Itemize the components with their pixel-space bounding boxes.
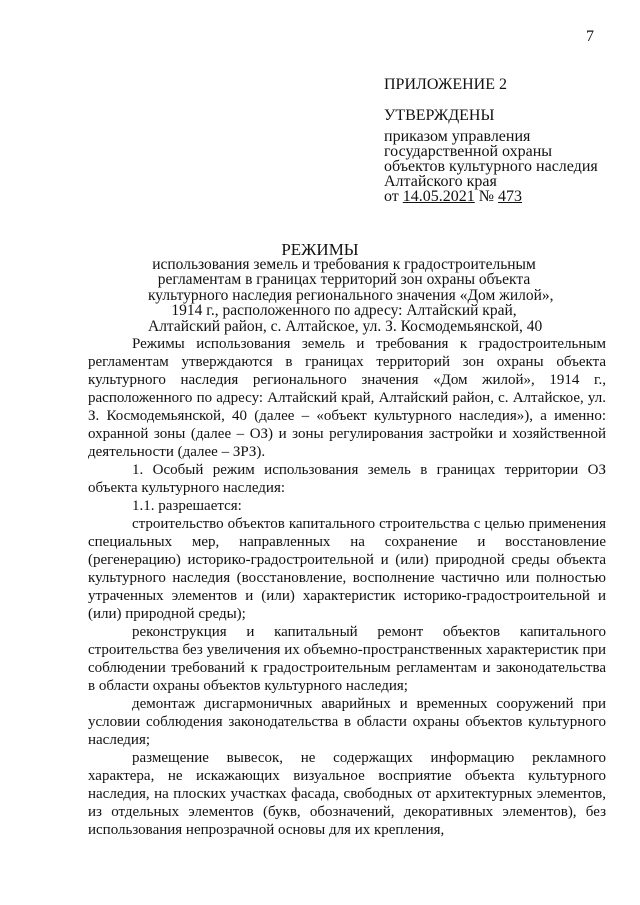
body-paragraph: 1.1. разрешается: [132, 498, 242, 514]
subtitle-line: 1914 г., расположенного по адресу: Алтайский край, [171, 302, 517, 320]
approval-block [384, 108, 598, 204]
body-paragraph: размещение вывесок, не содержащих информацию рекламного характера, не искажающих визуальное восприятие объекта культурного наследия, на плоских участках фасада, свободных от архитектурных элементов, из отдельных элементов (букв, обозначений, декоративных элементов), без использования непрозрачной основы для их крепления, [88, 750, 606, 838]
body-paragraph: реконструкция и капитальный ремонт объектов капитального строительства без увеличения их объемно-пространственных характеристик при соблюдении требований к градостроительным регламентам и законодательства в области охраны объектов культурного наследия; [88, 624, 606, 694]
approval-heading: УТВЕРЖДЕНЫ [384, 107, 495, 124]
approval-line: государственной охраны [384, 143, 553, 160]
date-prefix: от [384, 188, 399, 205]
subtitle-line: Алтайский район, с. Алтайское, ул. З. Космодемьянской, 40 [148, 317, 543, 335]
document-title: РЕЖИМЫ [281, 240, 359, 259]
body-paragraph: демонтаж дисгармоничных аварийных и временных сооружений при условии соблюдения законодательства в области охраны объектов культурного наследия; [88, 696, 606, 748]
appendix-label: ПРИЛОЖЕНИЕ 2 [384, 76, 508, 93]
number-sign: № [478, 188, 495, 205]
subtitle-line: регламентам в границах территорий зон охраны объекта [157, 271, 531, 289]
document-body [88, 335, 606, 839]
page-number: 7 [586, 28, 594, 45]
body-paragraph: Режимы использования земель и требования к градостроительным регламентам утверждаются в границах территорий зон охраны объекта культурного наследия регионального значения «Дом жилой», 1914 г., расположенного по адресу: Алтайский край, Алтайский район, с. Алтайское, ул. З. Космодемьянской, 40 (далее – «объект культурного наследия»), а именно: охранной зоны (далее – ОЗ) и зоны регулирования застройки и хозяйственной деятельности (далее – ЗРЗ). [88, 336, 606, 460]
document-subtitle [148, 256, 554, 335]
approval-line: Алтайского края [384, 173, 497, 190]
body-paragraph: 1. Особый режим использования земель в границах территории ОЗ объекта культурного наследия: [88, 462, 606, 496]
approval-line: приказом управления [384, 128, 531, 145]
body-paragraph: строительство объектов капитального строительства с целью применения специальных мер, направленных на сохранение и восстановление (регенерацию) историко-градостроительной и (или) природной среды объекта культурного наследия (восстановление, восполнение частично или полностью утраченных элементов и (или) характеристик историко-градостроительной и (или) природной среды); [88, 516, 606, 622]
approval-date: 14.05.2021 [402, 188, 475, 205]
subtitle-line: использования земель и требования к градостроительным [152, 256, 536, 273]
subtitle-line: культурного наследия регионального значения «Дом жилой», [148, 286, 554, 304]
approval-number: 473 [498, 188, 523, 205]
approval-line: объектов культурного наследия [384, 158, 598, 175]
approval-date-line [384, 189, 598, 204]
